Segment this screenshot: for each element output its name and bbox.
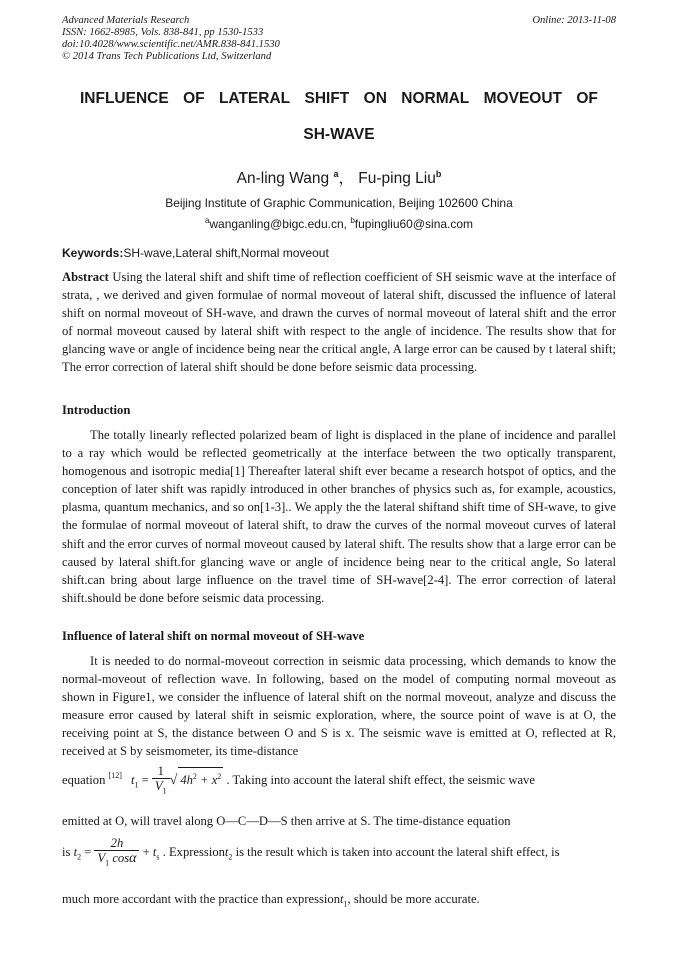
- title-word: MOVEOUT: [483, 90, 563, 107]
- online-date: Online: 2013-11-08: [532, 15, 616, 26]
- email-b-sup: b: [350, 216, 355, 225]
- email-a-sup: a: [204, 216, 210, 225]
- author-2: Fu-ping Liu: [358, 170, 436, 187]
- t1-symbol: t: [340, 892, 344, 906]
- title-line-1: [62, 88, 616, 110]
- abstract-label: Abstract: [62, 270, 109, 284]
- last-after: , should be more accurate.: [347, 892, 480, 906]
- section2-heading: Influence of lateral shift on normal moveout of SH-wave: [62, 629, 365, 643]
- email-b[interactable]: fupingliu60@sina.com: [354, 217, 474, 231]
- journal-name: Advanced Materials Research: [62, 15, 190, 26]
- email-a[interactable]: wanganling@bigc.edu.cn,: [209, 217, 347, 231]
- title-word: NORMAL: [401, 90, 470, 107]
- title-line-2: SH-WAVE: [303, 126, 375, 143]
- abstract: [62, 268, 616, 377]
- eq1-prefix: equation: [62, 773, 106, 788]
- introduction-heading: Introduction: [62, 403, 131, 417]
- equation-1: $t_1$ = $\frac{1}{V_1}$ √ $4h^2 + x^2$: [131, 764, 222, 796]
- eq2-prefix: is: [62, 845, 71, 860]
- last-prefix: much more accordant with the practice than expression: [62, 892, 341, 906]
- equation-2-line: is $t_2$ = $\frac{2h}{V_1 \cos\alpha}$ + $t_s$ . Expressiont$_2$ is the result which is taken into account the lateral shift effect, is: [62, 836, 560, 868]
- emails: [0, 212, 678, 233]
- author-2-sup: b: [435, 168, 442, 179]
- paper-title: [62, 88, 616, 144]
- section2-text: It is needed to do normal-moveout correction in seismic data processing, which demands to know the normal-moveout of reflection wave. In following, based on the model of computing normal moveout as shown in Figure1, we consider the influence of lateral shift on the normal moveout, analyze and discuss the measure error caused by lateral shift in seismic exploration, where, the source point of wave is at O, the receiving point at S, the distance between O and S is x. The seismic wave is emitted at O, reflected at R, received at S by seismometer, its time-distance: [62, 654, 616, 759]
- abstract-text: Using the lateral shift and shift time of reflection coefficient of SH seismic wave at the interface of strata, , we derived and given formulae of normal moveout of lateral shift, discussed the influence of lateral shift on normal moveout of SH-wave, and drawn the curves of normal moveout of lateral shift and the error of normal moveout caused by lateral shift with respect to the angle of incidence. The results show that for glancing wave or angle of incidence being near the critical angle, A large error can be caused by t lateral shift; The error correction of lateral shift should be done before seismic data processing.: [62, 270, 617, 375]
- t2-symbol: t: [224, 845, 229, 860]
- institute: Beijing Institute of Graphic Communication, Beijing 102600 China: [165, 196, 513, 210]
- keywords-label: Keywords:: [62, 246, 124, 260]
- title-word: ON: [363, 90, 387, 107]
- title-word: OF: [183, 90, 205, 107]
- copyright-line: © 2014 Trans Tech Publications Ltd, Switzerland: [62, 51, 272, 62]
- keywords-text: SH-wave,Lateral shift,Normal moveout: [123, 246, 329, 260]
- equation-1-line: [62, 764, 616, 799]
- equation-2: $t_2$ = $\frac{2h}{V_1 \cos\alpha}$ + $t_s$: [73, 836, 160, 868]
- eq2-after2: is the result which is taken into account the lateral shift effect, is: [235, 845, 560, 860]
- keywords: [62, 246, 616, 260]
- title-word: LATERAL: [218, 90, 291, 107]
- eq2-after: . Expression: [162, 845, 225, 860]
- issn-line: ISSN: 1662-8985, Vols. 838-841, pp 1530-1533: [62, 27, 264, 38]
- last-line: much more accordant with the practice than expressiont$_1$, should be more accurate.: [62, 892, 480, 909]
- author-1-sup: a: [333, 168, 339, 179]
- equation-1-continuation: emitted at O, will travel along O—C—D—S then arrive at S. The time-distance equation: [62, 814, 511, 828]
- eq1-after: . Taking into account the lateral shift effect, the seismic wave: [226, 773, 535, 788]
- title-word: OF: [576, 90, 598, 107]
- eq1-ref: [12]: [108, 771, 122, 781]
- doi-line: doi:10.4028/www.scientific.net/AMR.838-841.1530: [62, 39, 280, 50]
- authors: [0, 166, 678, 188]
- title-word: SHIFT: [304, 90, 350, 107]
- affiliation: [0, 195, 678, 233]
- title-word: INFLUENCE: [80, 90, 169, 107]
- author-separator: ，: [338, 170, 354, 187]
- author-1: An-ling Wang: [236, 170, 330, 187]
- introduction-text: The totally linearly reflected polarized beam of light is displaced in the plane of incidence and parallel to a ray which would be reflected geometrically at the interface between the two optically transparent, homogenous and isotropic media[1] Thereafter lateral shift ever became a research hotspot of optics, and the conception of later shift was rapidly introduced in other branches of physics such as, for example, acoustics, plasma, quantum mechanics, and so on[1-3].. We apply the the lateral shiftand shift time of SH-wave, to give the formulae of normal moveout of lateral shift, to draw the curves of the normal moveout curves of lateral shift and the error curves of normal moveout caused by lateral shift. The results show that a large error can be caused by lateral shift.for glancing wave or angle of incidence being near to the critical angle, So lateral shift.can bring about large influence on the travel time of SH-wave[2-4]. The error correction of lateral shift.should be done before seismic data processing.: [62, 428, 616, 605]
- journal-header: [62, 15, 616, 63]
